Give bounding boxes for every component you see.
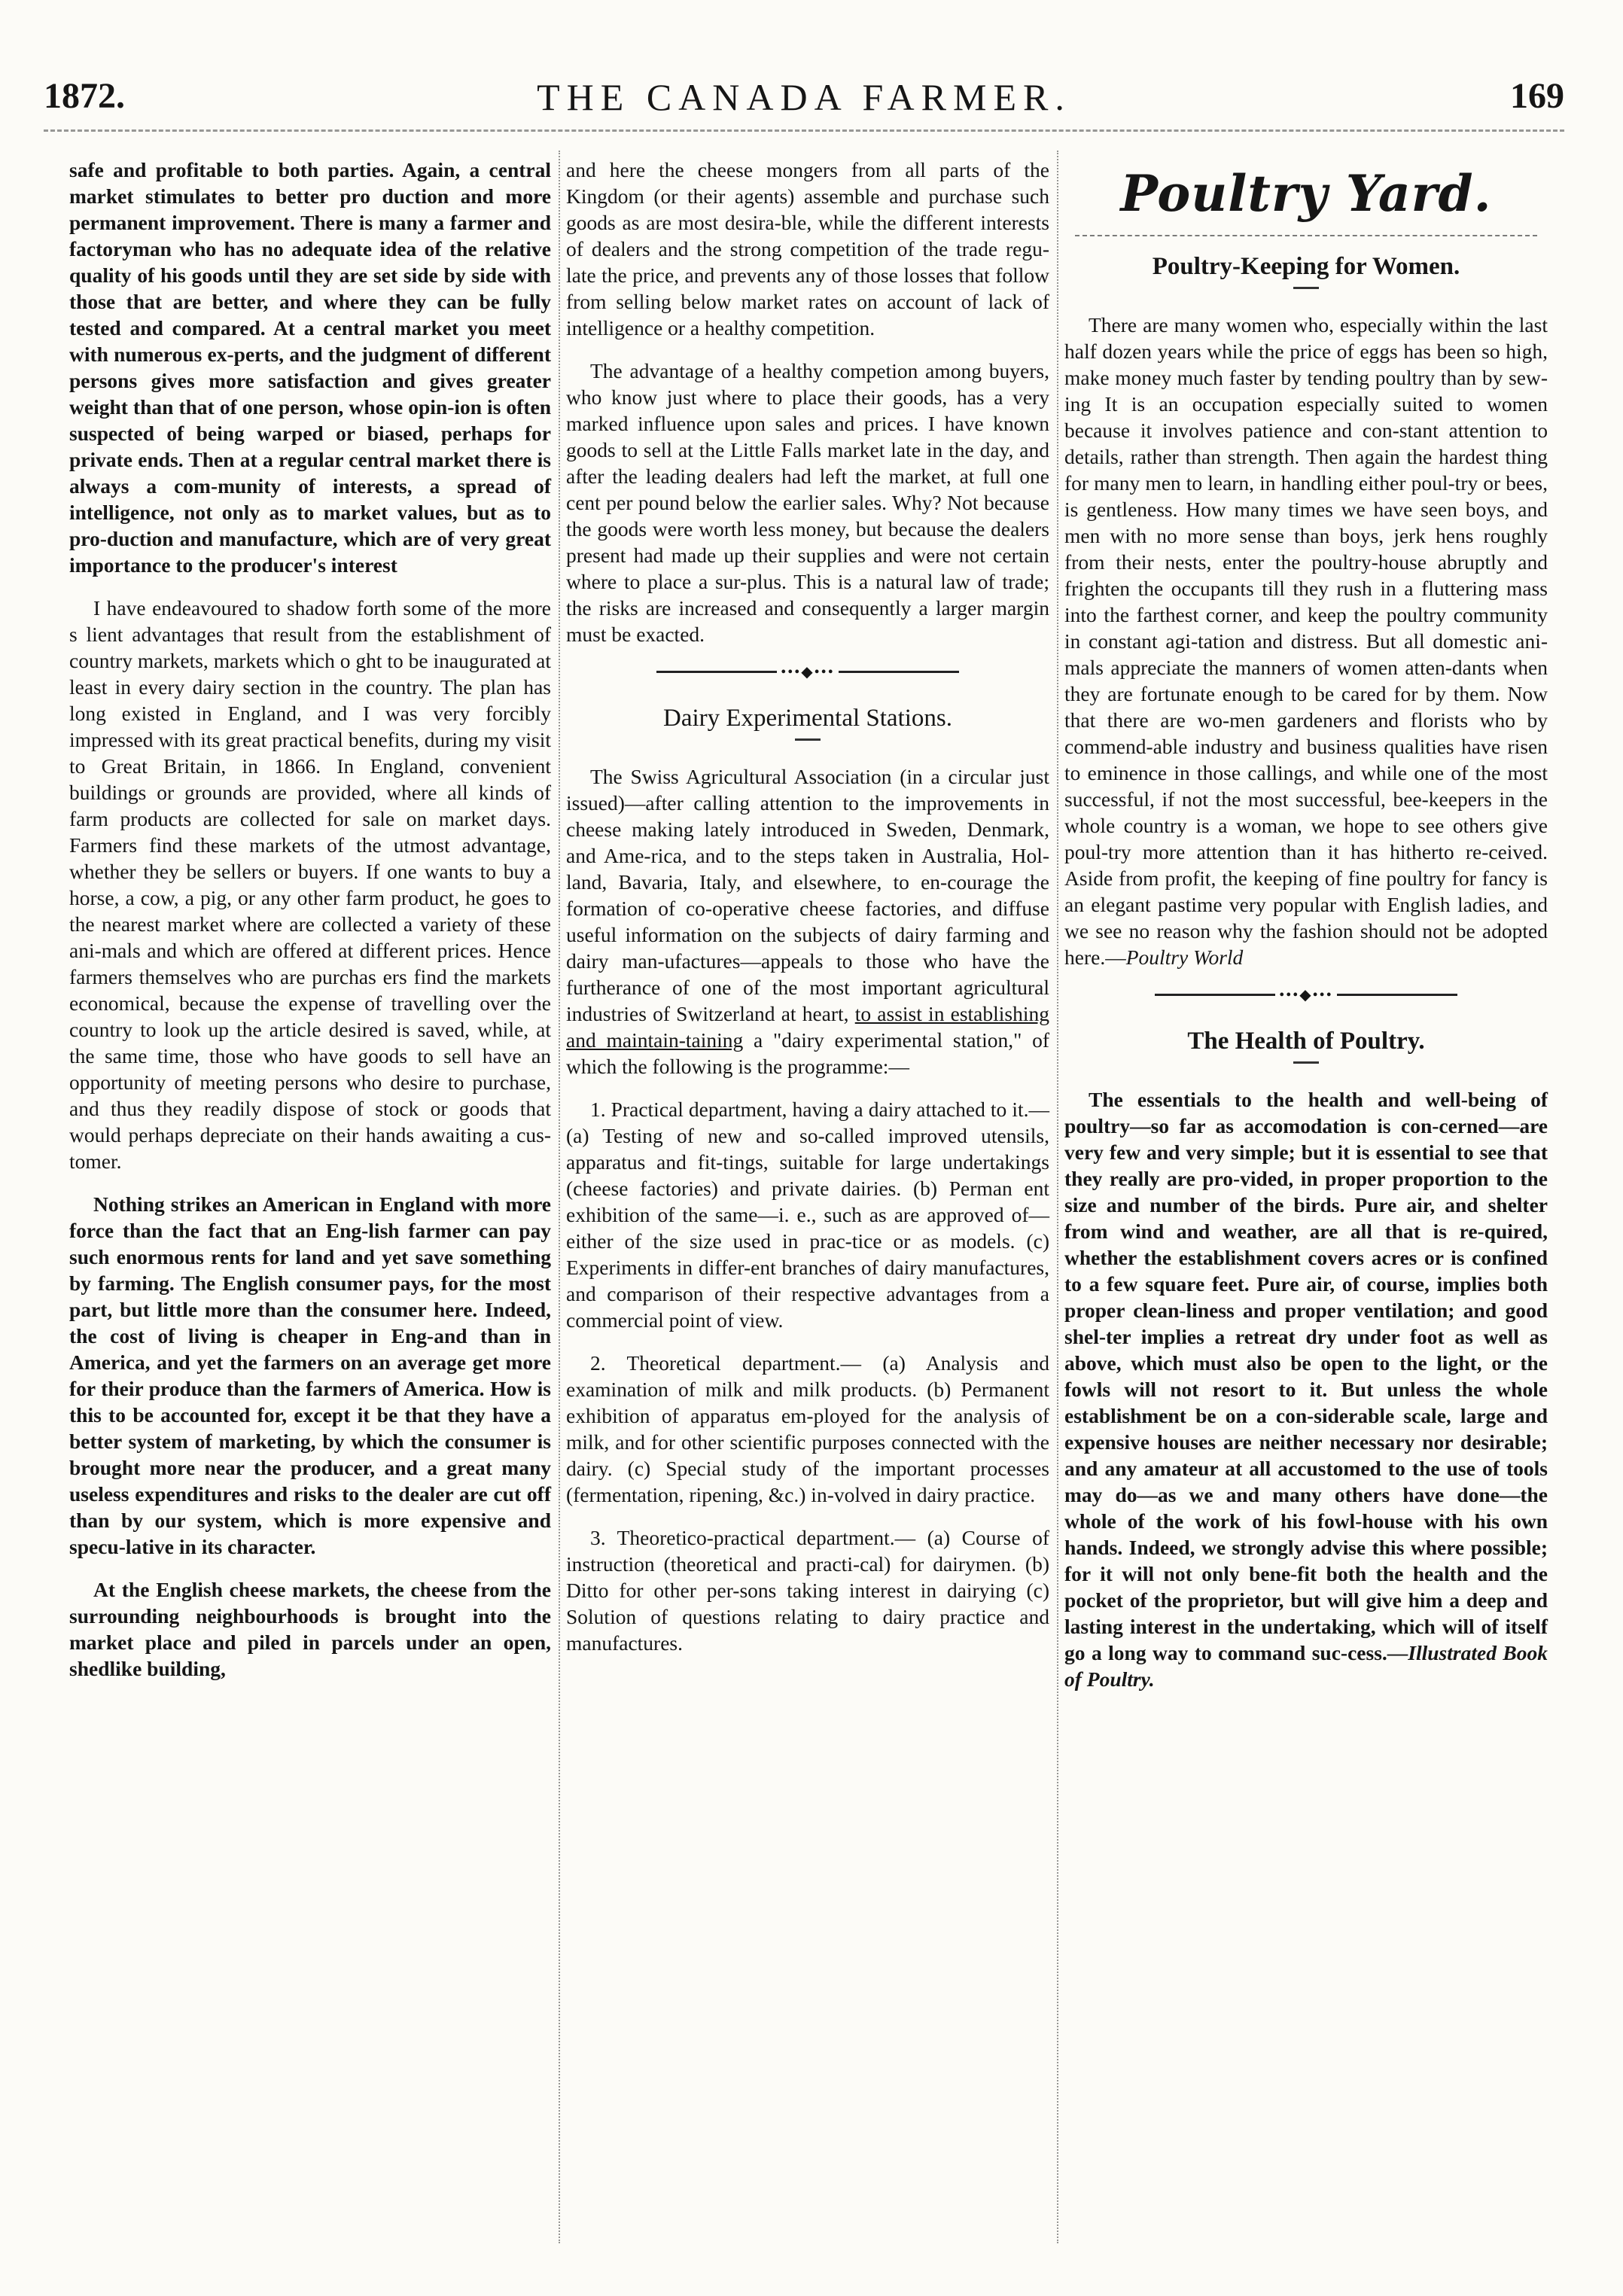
publication-title: THE CANADA FARMER.	[537, 76, 1071, 118]
article-title: The Health of Poultry.	[1187, 1028, 1425, 1055]
title-dash	[795, 738, 821, 741]
column-divider	[559, 151, 560, 2243]
paragraph: At the English cheese markets, the cheese from the surrounding neighbourhoods is brought into the market place and piled in parcels under an open, shedlike building,	[69, 1578, 551, 1680]
heading-rule	[1075, 235, 1537, 236]
paragraph: safe and profitable to both parties. Again, a central market stimulates to better pro duction and more permanent improvement. There is many a farmer and factoryman who has no adequate idea of the relative quality of his goods until they are set side by side with those that are better, and where they can be fully tested and compared. At a central market you meet with numerous ex-perts, and the judgment of different persons gives more satisfaction and gives greater weight than that of one person, whose opin-ion is often suspected of being warped or biased, perhaps for private ends. Then at a regular central market there is always a com-munity of interests, a spread of intelligence, not only as to market values, but as to pro-duction and manufacture, which are of very great importance to the producer's interest	[69, 158, 551, 577]
text-run: to assist in establishing and maintain-taining	[566, 1002, 1049, 1052]
paragraph: and here the cheese mongers from all parts of the Kingdom (or their agents) assemble and purchase such goods as are most desira-ble, while the different interests of dealers and the strong competition of the trade regu-late the price, and prevents any of those losses that follow from selling below market rates on account of lack of intelligence or a healthy competition.	[566, 158, 1049, 340]
article-credit: Poultry World	[1125, 946, 1244, 969]
title-dash	[1293, 1061, 1319, 1064]
column-2	[566, 157, 1049, 1673]
ornamental-separator: •••◆•••	[566, 664, 1049, 679]
column-divider	[1057, 151, 1058, 2243]
text-run: The Swiss Agricultural Association (in a circular just issued)—after calling attention to the improvements in cheese making lately introduced in Sweden, Denmark, and Ame-rica, and to the steps taken in Australia, Hol-land, Bavaria, Italy, and elsewhere, to en-courage the formation of co-operative cheese factories, and diffuse useful information on the subjects of dairy farming and dairy man-ufactures—appeals to those who have the furtherance of one of the most important agricultural industries of Switzerland at heart,	[566, 765, 1049, 1025]
issue-year: 1872.	[44, 76, 125, 116]
article-title: Poultry-Keeping for Women.	[1152, 253, 1460, 280]
paragraph: 1. Practical department, having a dairy attached to it.— (a) Testing of new and so-called improved utensils, apparatus and fit-tings, suitable for large undertakings (cheese factories) and private dairies. (b) Perman ent exhibition of the same—i. e., such as are approved of—either of the size used in prac-tice or as models. (c) Experiments in differ-ent branches of dairy manufactures, and comparison of their respective advantages from a commercial point of view.	[566, 1098, 1049, 1332]
department-heading: Poultry Yard.	[1120, 164, 1492, 223]
article-credit: Illustrated Book of Poultry.	[1064, 1641, 1548, 1691]
text-run: a "dairy experimental station," of which the following is the programme:—	[566, 1028, 1049, 1078]
paragraph: 2. Theoretical department.— (a) Analysis and examination of milk and milk products. (b) Permanent exhibition of apparatus em-ployed for the analysis of milk, and for other scientific purposes connected with the dairy. (c) Special study of the important processes (fermentation, ripening, &c.) in-volved in dairy practice.	[566, 1351, 1049, 1506]
paragraph	[1064, 312, 1548, 970]
paragraph	[566, 763, 1049, 1079]
title-dash	[1293, 287, 1319, 289]
paragraph: Nothing strikes an American in England with more force than the fact that an Eng-lish farmer can pay such enormous rents for land and yet save something by farming. The English consumer pays, for the most part, but little more than the consumer here. Indeed, the cost of living is cheaper in Eng-and than in America, and yet the farmers on an average get more for their produce than the farmers of America. How is this to be accounted for, except it be that they have a better system of marketing, by which the consumer is brought more near the producer, and a great many useless expenditures and risks to the dealer are cut off than by our system, which is more expensive and specu-lative in its character.	[69, 1192, 551, 1558]
article-title: Dairy Experimental Stations.	[663, 705, 952, 732]
paragraph	[1064, 1086, 1548, 1692]
ornamental-separator: •••◆•••	[1064, 987, 1548, 1002]
article-text: There are many women who, especially within the last half dozen years while the price of eggs has been so high, make money much faster by tending poultry than by sew-ing It is an occupation especially suited to women because it involves patience and con-stant attention to details, rather than strength. Then again the hardest thing for many men to learn, in handling either poul-try or bees, is gentleness. How many times we have seen boys, and men with no more sense than boys, jerk hens roughly from their nests, enter the poultry-house abruptly and frighten the occupants till they rush in a fluttering mass into the farthest corner, and keep the poultry community in constant agi-tation and distress. But all domestic ani-mals appreciate the manners of women atten-dants when they are fortunate enough to be cared for by them. Now that there are wo-men gardeners and florists who by commend-able industry and business qualities have risen to eminence in those callings, and while one of the most successful, if not the most successful, bee-keepers in the whole country is a woman, we hope to see others give poul-try more attention than it has hitherto re-ceived. Aside from profit, the keeping of fine poultry for fancy is an elegant pastime very popular with English ladies, and we see no reason why the fashion should not be adopted here.—	[1064, 313, 1548, 969]
paragraph: The advantage of a healthy competion among buyers, who know just where to place their goods, has a very marked influence upon sales and prices. I have known goods to sell at the Little Falls market late in the day, and after the leading dealers had left the market, at full one cent per pound below the earlier sales. Why? Not because the goods were worth less money, but because the dealers present had made up their supplies and were not certain where to place a sur-plus. This is a natural law of trade; the risks are increased and consequently a larger margin must be exacted.	[566, 359, 1049, 646]
masthead	[44, 75, 1564, 128]
paragraph: I have endeavoured to shadow forth some of the more s lient advantages that result from the establishment of country markets, markets which o ght to be inaugurated at least in every dairy section in the country. The plan has long existed in England, and I was very forcibly impressed with its great practical benefits, during my visit to Great Britain, in 1866. In England, convenient buildings or grounds are provided, where all kinds of farm products are collected for sale on market days. Farmers find these markets of the utmost advantage, whether they be sellers or buyers. If one wants to buy a horse, a cow, a pig, or any other farm product, he goes to the nearest market where are collected a variety of these ani-mals and which are offered at different prices. Hence farmers themselves who are purchas ers find the markets economical, because the expense of travelling over the country to look up the article desired is saved, while, at the same time, those who have goods to sell have an opportunity of meeting persons who desire to purchase, and thus they readily dispose of stock or goods that would perhaps depreciate on their hands awaiting a cus-tomer.	[69, 596, 551, 1173]
paragraph: 3. Theoretico-practical department.— (a) Course of instruction (theoretical and practi-cal) for dairymen. (b) Ditto for other per-sons taking interest in dairying (c) Solution of questions relating to dairy practice and manufactures.	[566, 1526, 1049, 1655]
page-number: 169	[1510, 76, 1564, 116]
article-text: The essentials to the health and well-being of poultry—so far as accomodation is con-cerned—are very few and very simple; but it is essential to see that they really are pro-vided, in proper proportion to the size and number of the birds. Pure air, and shelter from wind and weather, are all that is re-quired, whether the establishment covers acres or is confined to a few square feet. Pure air, of course, implies both proper clean-liness and proper ventilation; and good shel-ter implies a retreat dry under foot as well as above, which must also be open to the light, or the fowls will not resort to it. But unless the whole establishment be on a con-siderable scale, large and expensive houses are neither necessary nor desirable; and any amateur at all accustomed to the use of tools may do—as we and many others have done—the whole of the work of his fowl-house with his own hands. Indeed, we strongly advise this where possible; for it will not only bene-fit both the health and the pocket of the proprietor, but will give him a deep and lasting interest in the undertaking, which will of itself go a long way to command suc-cess.—	[1064, 1088, 1548, 1664]
header-rule	[44, 129, 1564, 132]
column-3	[1064, 157, 1548, 1709]
column-1	[69, 157, 551, 1698]
